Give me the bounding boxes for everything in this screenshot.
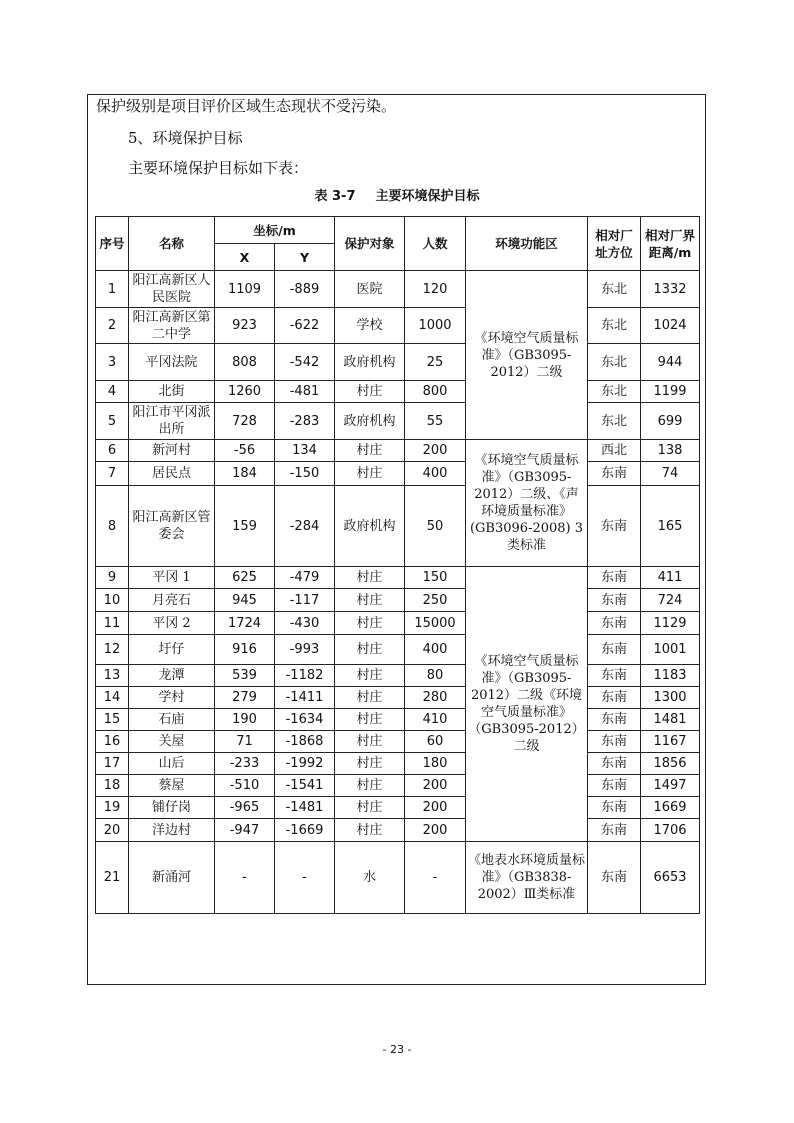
- cell-name: 平冈 2: [129, 612, 215, 635]
- cell-x: -: [215, 842, 275, 914]
- header-y: Y: [275, 244, 335, 271]
- cell-direction: 东南: [588, 567, 641, 589]
- table-row: [96, 462, 700, 486]
- cell-name: 阳江高新区第二中学: [129, 308, 215, 344]
- cell-y: -117: [275, 589, 335, 612]
- cell-distance: 1199: [641, 381, 700, 403]
- cell-x: 728: [215, 403, 275, 440]
- cell-no: 9: [96, 567, 129, 589]
- cell-target: 村庄: [335, 381, 405, 403]
- header-x: X: [215, 244, 275, 271]
- cell-people: 200: [405, 819, 466, 842]
- cell-y: -1868: [275, 731, 335, 753]
- section-heading: 5、环境保护目标: [128, 129, 243, 147]
- cell-zone: 《环境空气质量标准》（GB3095-2012）二级、《声环境质量标准》(GB3096-2008) 3类标准: [466, 440, 588, 567]
- cell-distance: 1856: [641, 753, 700, 775]
- cell-direction: 东南: [588, 687, 641, 709]
- table-row: [96, 589, 700, 612]
- cell-name: 平冈法院: [129, 344, 215, 381]
- cell-zone: 《地表水环境质量标准》（GB3838-2002）Ⅲ类标准: [466, 842, 588, 914]
- cell-name: 洋边村: [129, 819, 215, 842]
- cell-target: 村庄: [335, 753, 405, 775]
- cell-name: 石庙: [129, 709, 215, 731]
- cell-distance: 1300: [641, 687, 700, 709]
- cell-target: 村庄: [335, 731, 405, 753]
- cell-people: 800: [405, 381, 466, 403]
- cell-direction: 东南: [588, 731, 641, 753]
- cell-target: 村庄: [335, 440, 405, 462]
- cell-people: 80: [405, 665, 466, 687]
- cell-name: 月亮石: [129, 589, 215, 612]
- cell-distance: 1167: [641, 731, 700, 753]
- table-row: [96, 665, 700, 687]
- cell-no: 11: [96, 612, 129, 635]
- header-target: 保护对象: [335, 217, 405, 271]
- cell-y: -1634: [275, 709, 335, 731]
- cell-x: 159: [215, 486, 275, 567]
- cell-y: -1541: [275, 775, 335, 797]
- cell-target: 水: [335, 842, 405, 914]
- cell-x: 916: [215, 635, 275, 665]
- cell-name: 北街: [129, 381, 215, 403]
- cell-no: 18: [96, 775, 129, 797]
- cell-y: 134: [275, 440, 335, 462]
- cell-name: 蔡屋: [129, 775, 215, 797]
- cell-people: 250: [405, 589, 466, 612]
- cell-target: 政府机构: [335, 344, 405, 381]
- cell-y: -479: [275, 567, 335, 589]
- cell-no: 8: [96, 486, 129, 567]
- cell-no: 5: [96, 403, 129, 440]
- cell-distance: 6653: [641, 842, 700, 914]
- table-row: [96, 308, 700, 344]
- page-number: - 23 -: [382, 1043, 412, 1056]
- cell-direction: 西北: [588, 440, 641, 462]
- cell-target: 政府机构: [335, 486, 405, 567]
- cell-no: 6: [96, 440, 129, 462]
- cell-distance: 1001: [641, 635, 700, 665]
- cell-name: 圩仔: [129, 635, 215, 665]
- cell-no: 10: [96, 589, 129, 612]
- cell-target: 村庄: [335, 589, 405, 612]
- cell-distance: 1129: [641, 612, 700, 635]
- cell-target: 村庄: [335, 797, 405, 819]
- cell-x: 808: [215, 344, 275, 381]
- cell-x: -56: [215, 440, 275, 462]
- cell-x: -233: [215, 753, 275, 775]
- cell-people: 180: [405, 753, 466, 775]
- cell-no: 16: [96, 731, 129, 753]
- cell-people: 400: [405, 462, 466, 486]
- cell-name: 阳江市平冈派出所: [129, 403, 215, 440]
- cell-x: 184: [215, 462, 275, 486]
- cell-people: 120: [405, 271, 466, 308]
- cell-y: -283: [275, 403, 335, 440]
- cell-target: 村庄: [335, 567, 405, 589]
- header-distance: 相对厂界距离/m: [641, 217, 700, 271]
- cell-direction: 东北: [588, 403, 641, 440]
- cell-people: 1000: [405, 308, 466, 344]
- header-zone: 环境功能区: [466, 217, 588, 271]
- cell-distance: 699: [641, 403, 700, 440]
- cell-y: -889: [275, 271, 335, 308]
- cell-x: 625: [215, 567, 275, 589]
- cell-y: -150: [275, 462, 335, 486]
- cell-people: 150: [405, 567, 466, 589]
- cell-direction: 东南: [588, 753, 641, 775]
- table-row: [96, 403, 700, 440]
- table-row: [96, 775, 700, 797]
- cell-distance: 411: [641, 567, 700, 589]
- cell-no: 1: [96, 271, 129, 308]
- cell-target: 村庄: [335, 775, 405, 797]
- cell-y: -993: [275, 635, 335, 665]
- cell-x: 1109: [215, 271, 275, 308]
- header-direction: 相对厂址方位: [588, 217, 641, 271]
- cell-people: 400: [405, 635, 466, 665]
- cell-x: 71: [215, 731, 275, 753]
- table-row: [96, 344, 700, 381]
- cell-target: 村庄: [335, 462, 405, 486]
- cell-y: -1182: [275, 665, 335, 687]
- table-row: [96, 635, 700, 665]
- cell-x: -510: [215, 775, 275, 797]
- cell-distance: 944: [641, 344, 700, 381]
- cell-zone: 《环境空气质量标准》（GB3095-2012）二级《环境空气质量标准》（GB3095-2012）二级: [466, 567, 588, 842]
- cell-target: 村庄: [335, 612, 405, 635]
- cell-no: 12: [96, 635, 129, 665]
- cell-distance: 1669: [641, 797, 700, 819]
- table-row: [96, 612, 700, 635]
- table-row: [96, 271, 700, 308]
- cell-target: 学校: [335, 308, 405, 344]
- cell-name: 关屋: [129, 731, 215, 753]
- cell-y: -1669: [275, 819, 335, 842]
- cell-direction: 东南: [588, 612, 641, 635]
- table-title: 主要环境保护目标: [375, 189, 480, 204]
- cell-x: 190: [215, 709, 275, 731]
- cell-target: 村庄: [335, 635, 405, 665]
- cell-people: 410: [405, 709, 466, 731]
- cell-distance: 165: [641, 486, 700, 567]
- cell-name: 阳江高新区管委会: [129, 486, 215, 567]
- table-row: [96, 797, 700, 819]
- cell-people: -: [405, 842, 466, 914]
- table-caption: [0, 188, 794, 206]
- cell-distance: 74: [641, 462, 700, 486]
- cell-direction: 东北: [588, 381, 641, 403]
- cell-target: 村庄: [335, 687, 405, 709]
- cell-x: 923: [215, 308, 275, 344]
- cell-distance: 1497: [641, 775, 700, 797]
- cell-y: -542: [275, 344, 335, 381]
- header-seq: 序号: [96, 217, 129, 271]
- cell-name: 居民点: [129, 462, 215, 486]
- cell-y: -1481: [275, 797, 335, 819]
- cell-people: 200: [405, 440, 466, 462]
- paragraph-protection-level: 保护级别是项目评价区域生态现状不受污染。: [96, 97, 397, 115]
- cell-direction: 东南: [588, 819, 641, 842]
- cell-people: 200: [405, 797, 466, 819]
- header-people: 人数: [405, 217, 466, 271]
- protection-targets-table: [95, 216, 700, 914]
- cell-people: 15000: [405, 612, 466, 635]
- cell-direction: 东北: [588, 344, 641, 381]
- cell-distance: 1024: [641, 308, 700, 344]
- cell-y: -430: [275, 612, 335, 635]
- cell-name: 龙潭: [129, 665, 215, 687]
- cell-no: 3: [96, 344, 129, 381]
- table-row: [96, 819, 700, 842]
- cell-direction: 东南: [588, 775, 641, 797]
- cell-target: 政府机构: [335, 403, 405, 440]
- cell-no: 4: [96, 381, 129, 403]
- cell-direction: 东南: [588, 665, 641, 687]
- cell-zone: 《环境空气质量标准》（GB3095-2012）二级: [466, 271, 588, 440]
- header-coord: 坐标/m: [215, 217, 335, 244]
- cell-distance: 1706: [641, 819, 700, 842]
- cell-no: 15: [96, 709, 129, 731]
- cell-no: 21: [96, 842, 129, 914]
- cell-name: 平冈 1: [129, 567, 215, 589]
- cell-target: 医院: [335, 271, 405, 308]
- table-row: [96, 486, 700, 567]
- cell-direction: 东南: [588, 635, 641, 665]
- table-row: [96, 842, 700, 914]
- cell-direction: 东北: [588, 271, 641, 308]
- cell-y: -622: [275, 308, 335, 344]
- cell-direction: 东南: [588, 462, 641, 486]
- cell-x: 1260: [215, 381, 275, 403]
- cell-direction: 东南: [588, 486, 641, 567]
- cell-no: 2: [96, 308, 129, 344]
- cell-name: 山后: [129, 753, 215, 775]
- cell-x: -947: [215, 819, 275, 842]
- cell-no: 20: [96, 819, 129, 842]
- cell-x: 1724: [215, 612, 275, 635]
- cell-x: 945: [215, 589, 275, 612]
- cell-y: -284: [275, 486, 335, 567]
- cell-y: -1992: [275, 753, 335, 775]
- cell-direction: 东北: [588, 308, 641, 344]
- table-row: [96, 709, 700, 731]
- cell-target: 村庄: [335, 709, 405, 731]
- cell-direction: 东南: [588, 709, 641, 731]
- table-row: [96, 440, 700, 462]
- cell-distance: 1332: [641, 271, 700, 308]
- cell-x: 539: [215, 665, 275, 687]
- cell-people: 55: [405, 403, 466, 440]
- cell-distance: 138: [641, 440, 700, 462]
- cell-direction: 东南: [588, 589, 641, 612]
- cell-direction: 东南: [588, 797, 641, 819]
- cell-y: -1411: [275, 687, 335, 709]
- cell-people: 25: [405, 344, 466, 381]
- cell-no: 19: [96, 797, 129, 819]
- cell-name: 新涌河: [129, 842, 215, 914]
- cell-target: 村庄: [335, 665, 405, 687]
- cell-name: 铺仔岗: [129, 797, 215, 819]
- cell-distance: 1481: [641, 709, 700, 731]
- cell-target: 村庄: [335, 819, 405, 842]
- table-number: 表 3-7: [314, 189, 356, 204]
- header-name: 名称: [129, 217, 215, 271]
- table-row: [96, 567, 700, 589]
- cell-no: 14: [96, 687, 129, 709]
- table-row: [96, 731, 700, 753]
- cell-no: 17: [96, 753, 129, 775]
- cell-distance: 1183: [641, 665, 700, 687]
- cell-direction: 东南: [588, 842, 641, 914]
- cell-distance: 724: [641, 589, 700, 612]
- cell-x: 279: [215, 687, 275, 709]
- cell-no: 7: [96, 462, 129, 486]
- cell-people: 280: [405, 687, 466, 709]
- paragraph-intro: 主要环境保护目标如下表：: [128, 159, 309, 177]
- cell-y: -481: [275, 381, 335, 403]
- cell-people: 200: [405, 775, 466, 797]
- cell-no: 13: [96, 665, 129, 687]
- cell-name: 学村: [129, 687, 215, 709]
- table-row: [96, 687, 700, 709]
- cell-name: 新河村: [129, 440, 215, 462]
- cell-name: 阳江高新区人民医院: [129, 271, 215, 308]
- cell-y: -: [275, 842, 335, 914]
- cell-people: 50: [405, 486, 466, 567]
- cell-x: -965: [215, 797, 275, 819]
- cell-people: 60: [405, 731, 466, 753]
- table-row: [96, 753, 700, 775]
- table-row: [96, 381, 700, 403]
